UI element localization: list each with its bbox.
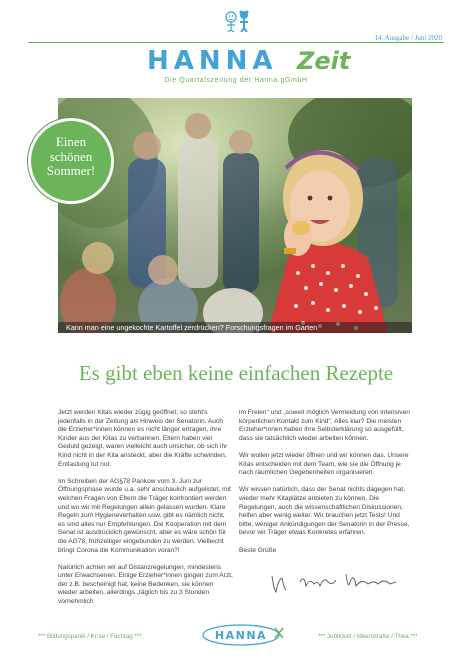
paragraph: Wir wollen jetzt wieder öffnen und wir können das. Unsere Kitas entscheiden mit dem Team, wie sie die Öffnung je nach räumlichen Gegebenheiten organisieren.	[239, 451, 409, 477]
sticker-line-2: schönen	[49, 148, 93, 164]
paragraph: Wir wissen natürlich, dass der Senat nichts dagegen hat, wieder mehr Kitaplätze anbieten zu können. Die Regelungen, auch die wissenschaftlichen Diskussionen, helfen aber wenig weiter. Wir brauchen jetzt Tests! Und bitte, weniger Ankündigungen der Senatorin in der Presse, bevor wir Träger etwas Konkretes erfahren.	[239, 486, 410, 537]
logo-word: HANNA	[147, 46, 278, 76]
garden-photo	[58, 98, 412, 333]
issue-info: 14. Ausgabe / Juni 2020	[374, 34, 442, 42]
article-headline: Es gibt eben keine einfachen Rezepte	[78, 361, 394, 385]
paragraph: Im Schreiben der AG§78 Pankow vom 3. Juni zur Öffnungsphase wurde u.a. sehr anschaulich aufgelistet, mit welchen Fragen von Eltern die Träger konfrontiert werden und wo wir mit Regelungen allein gelassen wurden. Klare Regeln zum Hygieneverhalten usw. gibt es nämlich nicht, es sind alles nur Empfehlungen. Die Kooperation mit dem Senat ist ausdrücklich gewünscht, aber es wäre schön für die AG78, frühzeitiger eingebunden zu werden. Vielleicht bringt Corona die Kommunikation voran?!	[58, 477, 231, 554]
sticker-text	[31, 135, 111, 179]
sticker-line-3: Sommer!	[46, 163, 96, 178]
header-rule	[28, 42, 444, 43]
footer-logo-text: HANNA	[214, 629, 268, 642]
photo-caption: Kann man eine ungekochte Kartoffel zerdrücken? Forschungsfragen im Garten	[66, 323, 318, 332]
closing: Beste Grüße	[239, 546, 277, 554]
footer-topics-right: *** Jobticket / Ideenstraße / Thea ***	[318, 633, 418, 640]
article-column-left	[58, 409, 233, 615]
footer-logo	[197, 622, 287, 648]
sticker-line-1: Einen	[55, 134, 87, 149]
paragraph: im Freien" und „soweit möglich Vermeidung von intensiven körperlichen Kontakt zum Kind". Alles klar? Die meisten Erzieher*innen haben ihre Selbsterklärung so ausgefüllt, dass sie tatsächlich wieder arbeiten können.	[239, 409, 410, 442]
footer-topics-left: *** Bildungspanik / Kr:se / Fachtag ***	[38, 633, 142, 640]
kids-logo-icon	[218, 8, 258, 32]
logo-zeit: Zeit	[297, 47, 351, 75]
signatures	[270, 568, 400, 598]
article-column-right	[239, 409, 415, 564]
tagline: Die Quartalszeitung der Hanna gGmbH	[164, 77, 308, 84]
paragraph: Natürlich achten wir auf Distanzregelungen, mindestens unter Erwachsenen. Einige Erzieher*innen gingen zum Arzt, der z.B. bescheinigt hat, keine Bedenken, sie können wieder arbeiten, allerdings „täglich bis zu 3 Stunden vornehmlich	[58, 563, 233, 606]
paragraph: Jetzt werden Kitas wieder zügig geöffnet, so steht's jedenfalls in der Zeitung als Hinweis der Senatorin. Auch die Erzieher*innen können es nicht länger ertragen, ihre Kinder aus der Kitas zu verbannen. Eltern haben viel Geduld gezeigt, waren vielleicht auch unsicher, ob sich ihr Kind nicht in der Kita ansteckt, aber die Kräfte schwinden, Entlastung tut not.	[58, 409, 228, 468]
